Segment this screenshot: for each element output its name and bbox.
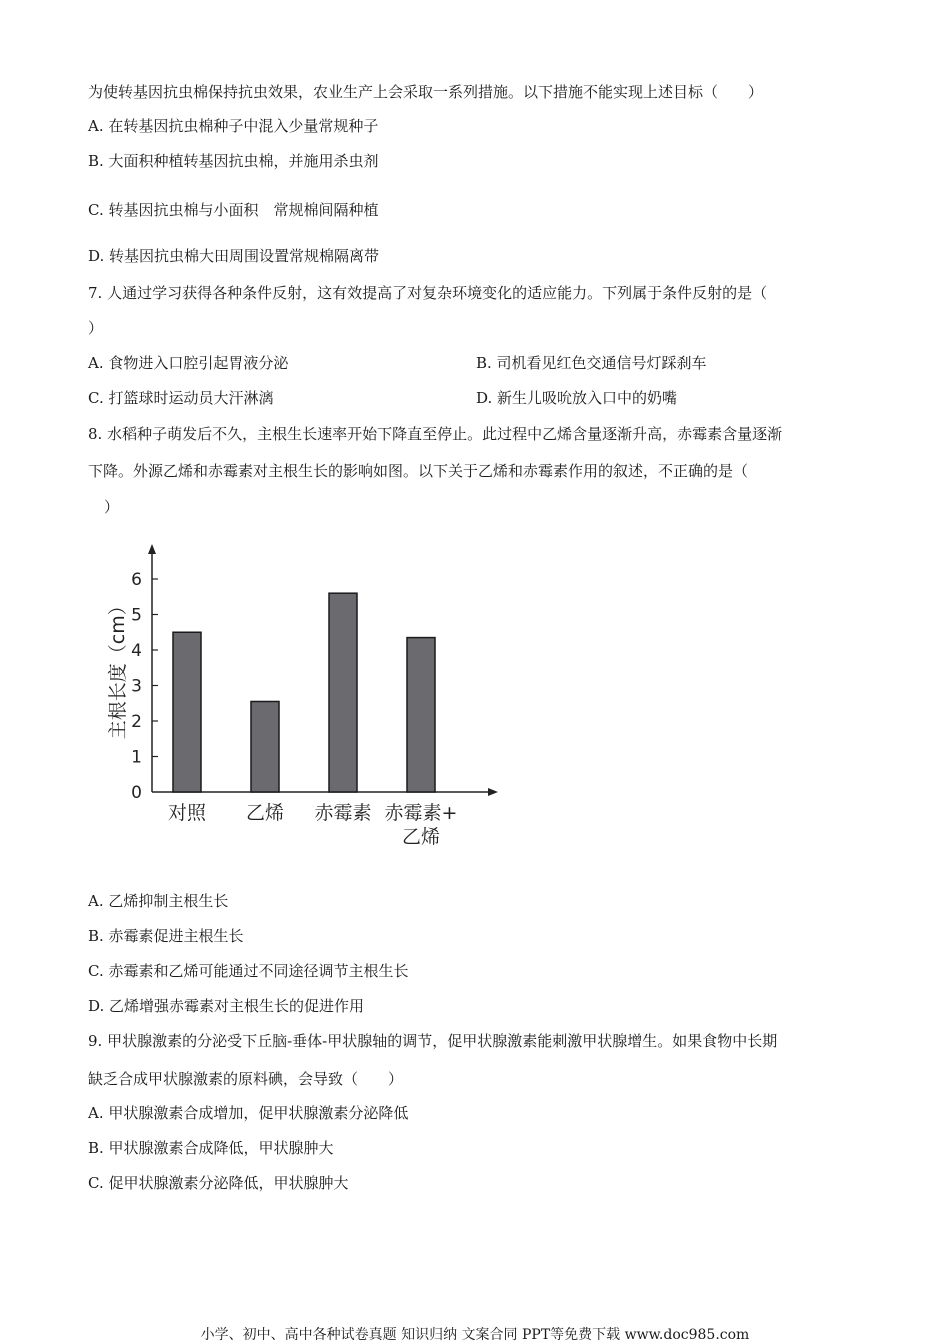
q7-option-d: D. 新生儿吸吮放入口中的奶嘴	[476, 389, 678, 407]
chart-layer	[107, 544, 498, 848]
q8-option-b: B. 赤霉素促进主根生长	[88, 927, 244, 945]
bar	[329, 593, 357, 792]
page-footer: 小学、初中、高中各种试卷真题 知识归纳 文案合同 PPT等免费下载 www.doc985.com	[200, 1327, 750, 1343]
q8-option-c: C. 赤霉素和乙烯可能通过不同途径调节主根生长	[88, 962, 409, 980]
y-axis-arrow	[148, 544, 156, 554]
y-tick-label: 3	[131, 676, 142, 697]
q6-option-c: C. 转基因抗虫棉与小面积 常规棉间隔种植	[88, 201, 379, 219]
q6-option-b: B. 大面积种植转基因抗虫棉，并施用杀虫剂	[88, 152, 379, 170]
q7-stem-end: ）	[88, 319, 104, 337]
x-category-label: 对照	[167, 802, 207, 824]
y-tick-label: 2	[131, 712, 142, 732]
y-tick-label: 5	[131, 605, 142, 626]
q6-option-a: A. 在转基因抗虫棉种子中混入少量常规种子	[88, 117, 379, 135]
x-category-label: 乙烯	[245, 802, 285, 824]
q6-option-d: D. 转基因抗虫棉大田周围设置常规棉隔离带	[88, 247, 380, 265]
bar	[173, 632, 201, 792]
q7-option-a: A. 食物进入口腔引起胃液分泌	[88, 354, 289, 372]
y-tick-label: 1	[131, 747, 142, 768]
q9-stem-1: 9. 甲状腺激素的分泌受下丘脑-垂体-甲状腺轴的调节，促甲状腺激素能刺激甲状腺增生。如果食物中长期	[88, 1032, 778, 1050]
q8-stem-end: ）	[104, 498, 120, 516]
q8-stem-2: 下降。外源乙烯和赤霉素对主根生长的影响如图。以下关于乙烯和赤霉素作用的叙述，不正确的是（	[88, 462, 749, 480]
root-length-bar-chart	[96, 536, 516, 856]
q7-option-b: B. 司机看见红色交通信号灯踩刹车	[476, 354, 707, 372]
q8-stem-1: 8. 水稻种子萌发后不久，主根生长速率开始下降直至停止。此过程中乙烯含量逐渐升高，赤霉素含量逐渐	[88, 425, 783, 443]
y-tick-label: 4	[131, 641, 142, 661]
q8-option-a: A. 乙烯抑制主根生长	[88, 892, 229, 910]
x-category-label: 赤霉素	[314, 802, 372, 824]
q9-option-a: A. 甲状腺激素合成增加，促甲状腺激素分泌降低	[88, 1104, 409, 1122]
y-tick-label: 0	[131, 783, 142, 803]
q6-stem: 为使转基因抗虫棉保持抗虫效果，农业生产上会采取一系列措施。以下措施不能实现上述目标（ ）	[88, 83, 764, 101]
y-axis-label: 主根长度（cm）	[107, 596, 129, 740]
x-category-label: 赤霉素+	[384, 802, 458, 824]
y-tick-label: 6	[131, 570, 142, 590]
q7-stem: 7. 人通过学习获得各种条件反射，这有效提高了对复杂环境变化的适应能力。下列属于条件反射的是（	[88, 284, 768, 302]
q7-option-c: C. 打篮球时运动员大汗淋漓	[88, 389, 274, 407]
x-axis-arrow	[488, 788, 498, 796]
x-category-label: 乙烯	[401, 826, 441, 848]
q9-option-c: C. 促甲状腺激素分泌降低，甲状腺肿大	[88, 1174, 349, 1192]
q9-stem-2: 缺乏合成甲状腺激素的原料碘，会导致（ ）	[88, 1070, 404, 1088]
q8-option-d: D. 乙烯增强赤霉素对主根生长的促进作用	[88, 997, 365, 1015]
bar	[407, 638, 435, 792]
bar	[251, 701, 279, 792]
q9-option-b: B. 甲状腺激素合成降低，甲状腺肿大	[88, 1139, 334, 1157]
